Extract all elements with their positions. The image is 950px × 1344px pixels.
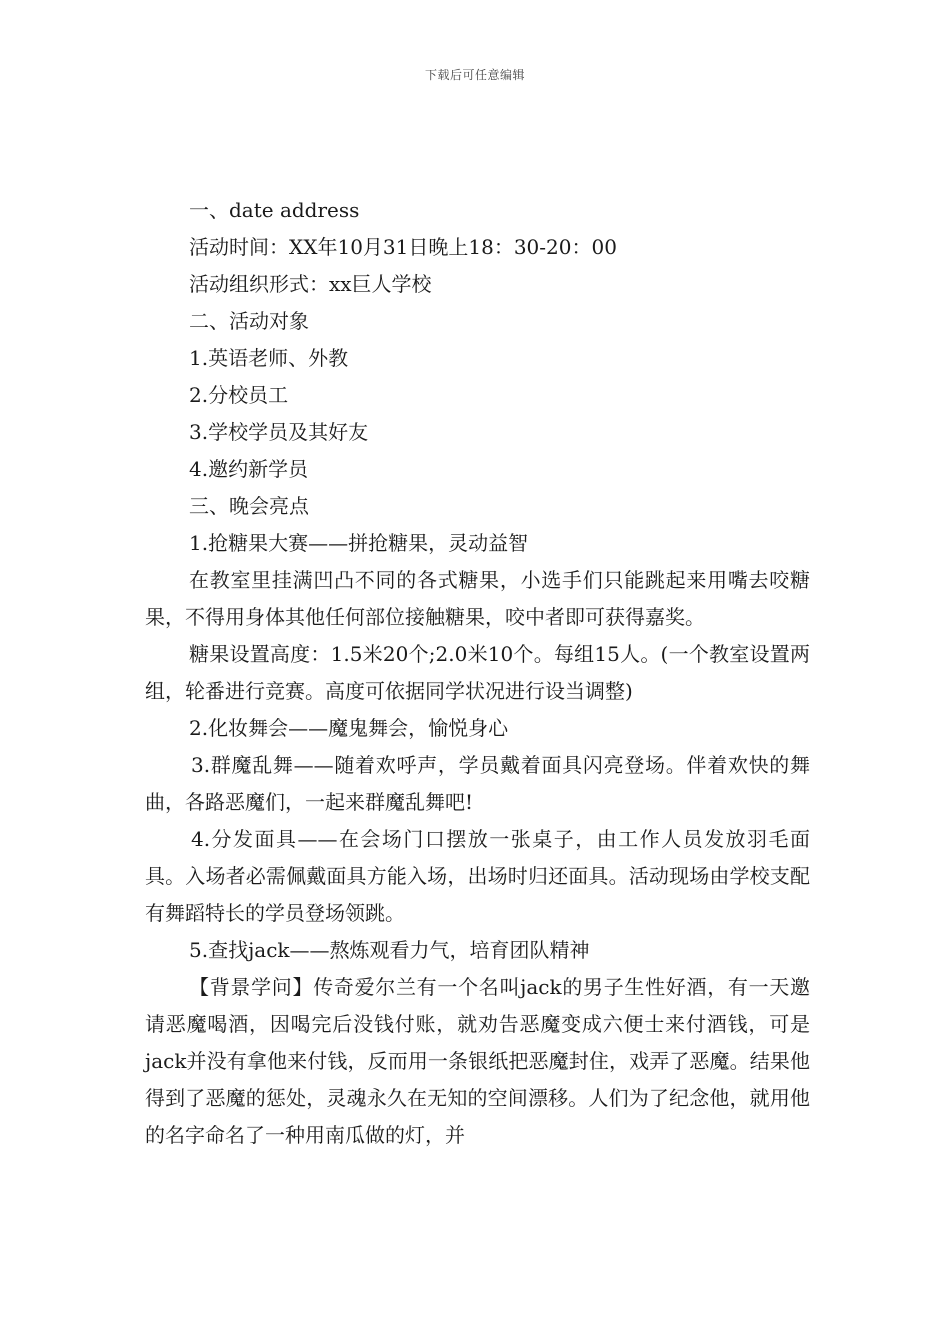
- highlight-1-title: 1.抢糖果大赛——拼抢糖果，灵动益智: [189, 531, 529, 555]
- highlight-2-title: 2.化妆舞会——魔鬼舞会，愉悦身心: [189, 716, 509, 740]
- activity-organizer: 活动组织形式：xx巨人学校: [189, 272, 432, 296]
- background-story: 【背景学问】传奇爱尔兰有一个名叫jack的男子生性好酒，有一天邀请恶魔喝酒，因喝完后没钱付账，就劝告恶魔变成六便士来付酒钱，可是jack并没有拿他来付钱，反而用一条银纸把恶魔封住，戏弄了恶魔。结果他得到了恶魔的惩处，灵魂永久在无知的空间漂移。人们为了纪念他，就用他的名字命名了一种用南瓜做的灯，并: [145, 975, 810, 1147]
- highlight-1-rules: 糖果设置高度：1.5米20个;2.0米10个。每组15人。(一个教室设置两组，轮番进行竞赛。高度可依据同学状况进行设当调整): [145, 642, 810, 703]
- highlight-3-description: 3.群魔乱舞——随着欢呼声，学员戴着面具闪亮登场。伴着欢快的舞曲，各路恶魔们，一起来群魔乱舞吧!: [145, 753, 810, 814]
- section-heading-audience: 二、活动对象: [189, 309, 309, 333]
- highlight-1-description: 在教室里挂满凹凸不同的各式糖果，小选手们只能跳起来用嘴去咬糖果，不得用身体其他任何部位接触糖果，咬中者即可获得嘉奖。: [145, 568, 810, 629]
- audience-item-3: 3.学校学员及其好友: [189, 420, 369, 444]
- highlight-4-description: 4.分发面具——在会场门口摆放一张桌子，由工作人员发放羽毛面具。入场者必需佩戴面具方能入场，出场时归还面具。活动现场由学校支配有舞蹈特长的学员登场领跳。: [145, 827, 810, 925]
- audience-item-4: 4.邀约新学员: [189, 457, 309, 481]
- audience-item-1: 1.英语老师、外教: [189, 346, 349, 370]
- highlight-5-title: 5.查找jack——熬炼观看力气，培育团队精神: [189, 938, 590, 962]
- activity-time: 活动时间：XX年10月31日晚上18：30-20：00: [189, 235, 617, 259]
- audience-item-2: 2.分校员工: [189, 383, 289, 407]
- section-heading-date-address: 一、date address: [189, 198, 360, 222]
- page-header: 下载后可任意编辑: [424, 68, 525, 82]
- section-heading-highlights: 三、晚会亮点: [189, 494, 309, 518]
- document-body: [145, 192, 810, 1154]
